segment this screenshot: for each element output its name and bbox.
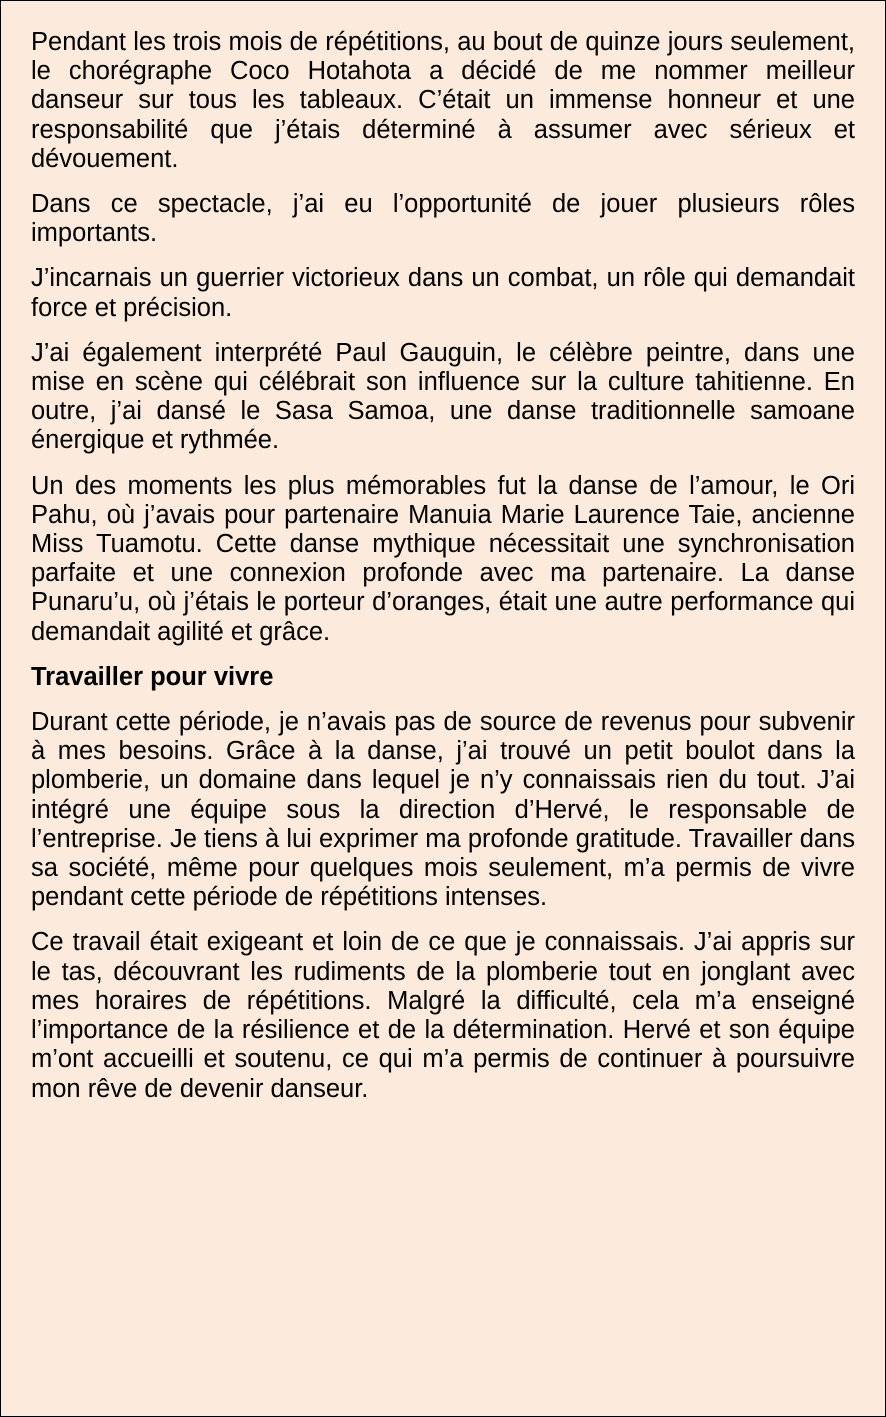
paragraph: Ce travail était exigeant et loin de ce que je connaissais. J’ai appris sur le tas, découvrant les rudiments de la plomberie tout en jonglant avec mes horaires de répétitions. Malgré la difficulté, cela m’a enseigné l’importance de la résilience et de la détermination. Hervé et son équipe m’ont accueilli et soutenu, ce qui m’a permis de continuer à poursuivre mon rêve de devenir danseur. — [31, 928, 855, 1103]
paragraph: J’incarnais un guerrier victorieux dans un combat, un rôle qui demandait force et précision. — [31, 264, 855, 322]
section-heading: Travailler pour vivre — [31, 662, 274, 691]
document-body — [31, 28, 855, 1120]
paragraph: J’ai également interprété Paul Gauguin, le célèbre peintre, dans une mise en scène qui célébrait son influence sur la culture tahitienne. En outre, j’ai dansé le Sasa Samoa, une danse traditionnelle samoane énergique et rythmée. — [31, 338, 855, 455]
paragraph: Pendant les trois mois de répétitions, au bout de quinze jours seulement, le chorégraphe Coco Hotahota a décidé de me nommer meilleur danseur sur tous les tableaux. C’était un immense honneur et une responsabilité que j’étais déterminé à assumer avec sérieux et dévouement. — [31, 28, 855, 173]
paragraph: Un des moments les plus mémorables fut la danse de l’amour, le Ori Pahu, où j’avais pour partenaire Manuia Marie Laurence Taie, ancienne Miss Tuamotu. Cette danse mythique nécessitait une synchronisation parfaite et une connexion profonde avec ma partenaire. La danse Punaru’u, où j’étais le porteur d’oranges, était une autre performance qui demandait agilité et grâce. — [31, 471, 855, 646]
paragraph: Durant cette période, je n’avais pas de source de revenus pour subvenir à mes besoins. Grâce à la danse, j’ai trouvé un petit boulot dans la plomberie, un domaine dans lequel je n’y connaissais rien du tout. J’ai intégré une équipe sous la direction d’Hervé, le responsable de l’entreprise. Je tiens à lui exprimer ma profonde gratitude. Travailler dans sa société, même pour quelques mois seulement, m’a permis de vivre pendant cette période de répétitions intenses. — [31, 708, 855, 912]
paragraph: Dans ce spectacle, j’ai eu l’opportunité de jouer plusieurs rôles importants. — [31, 190, 855, 248]
